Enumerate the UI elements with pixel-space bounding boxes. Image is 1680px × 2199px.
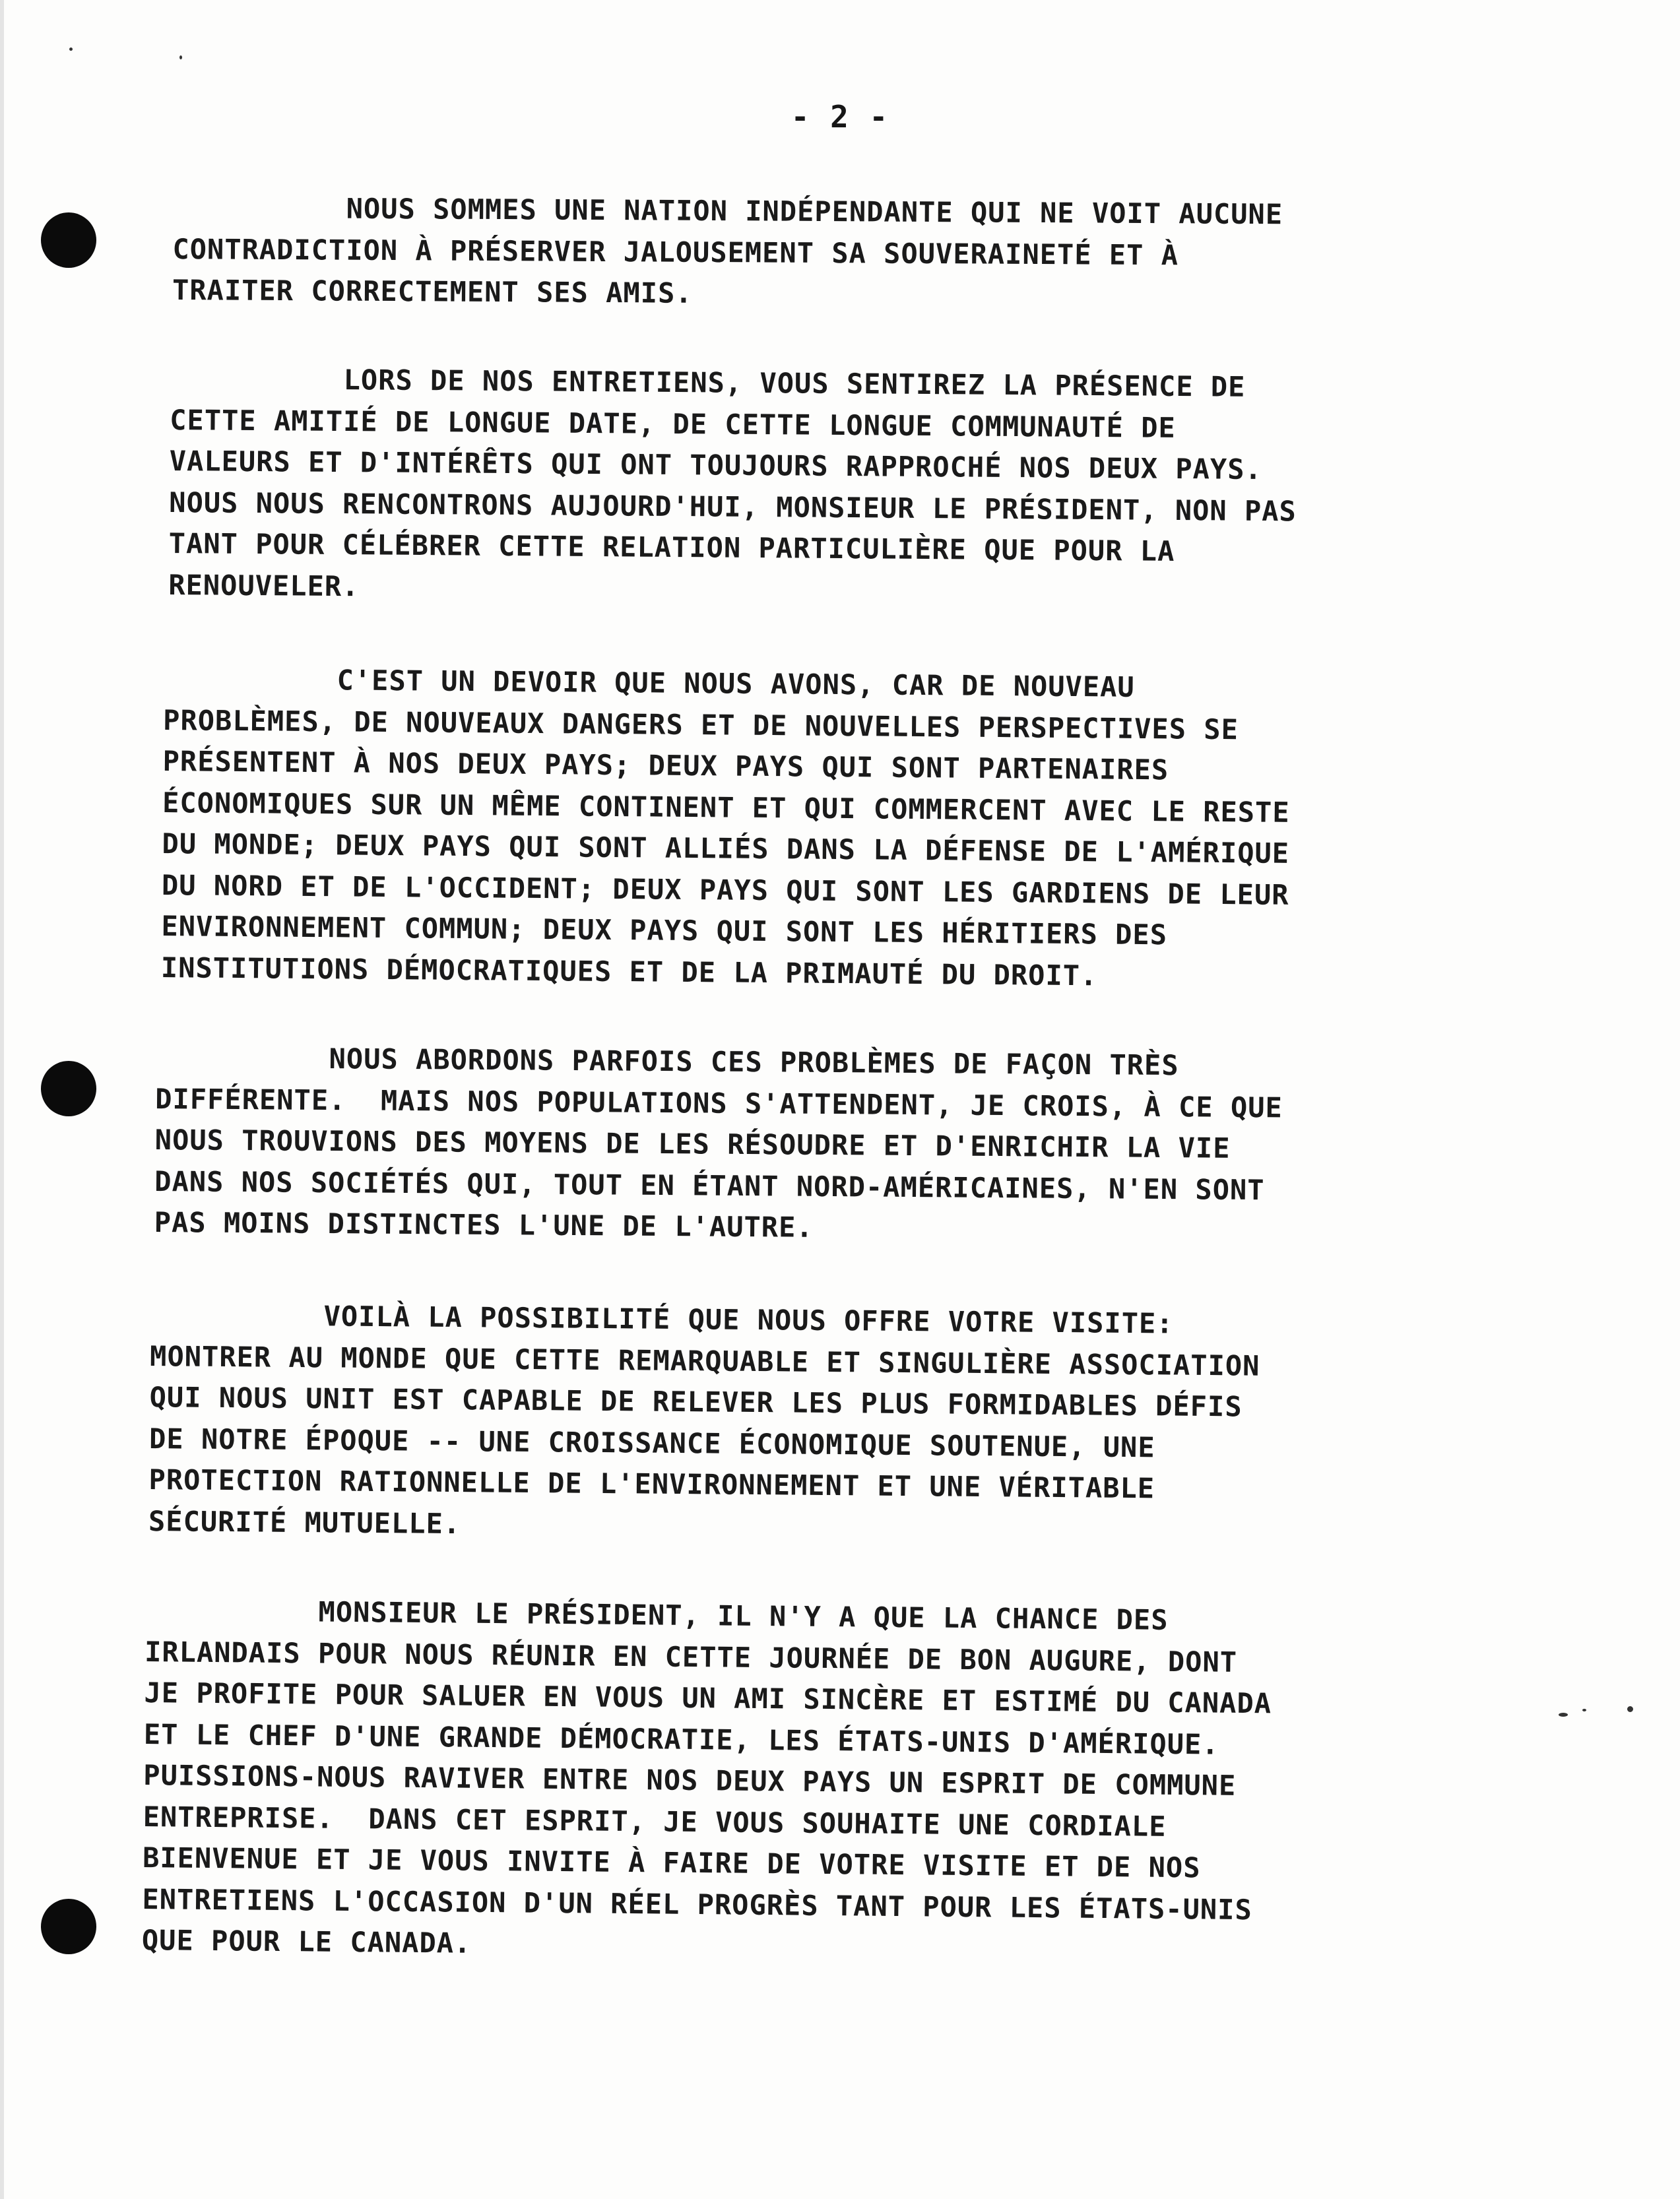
scan-speck: [179, 55, 182, 59]
punch-hole: [41, 1899, 96, 1954]
scan-speck: [1559, 1713, 1568, 1717]
scan-speck: [69, 48, 73, 51]
paragraph-welcome: MONSIEUR LE PRÉSIDENT, IL N'Y A QUE LA CHANCE DES IRLANDAIS POUR NOUS RÉUNIR EN CETTE JOURNÉE DE BON AUGURE, DONT JE PROFITE POUR SALUER EN VOUS UN AMI SINCÈRE ET ESTIMÉ DU CANADA ET LE CHEF D'UNE GRANDE DÉMOCRATIE, LES ÉTATS-UNIS D'AMÉRIQUE. PUISSIONS-NOUS RAVIVER ENTRE NOS DEUX PAYS UN ESPRIT DE COMMUNE ENTREPRISE. DANS CET ESPRIT, JE VOUS SOUHAITE UNE CORDIALE BIENVENUE ET JE VOUS INVITE À FAIRE DE VOTRE VISITE ET DE NOS ENTRETIENS L'OCCASION D'UN RÉEL PROGRÈS TANT POUR LES ÉTATS-UNIS QUE POUR LE CANADA.: [141, 1593, 1272, 1960]
paragraph-friendship: LORS DE NOS ENTRETIENS, VOUS SENTIREZ LA PRÉSENCE DE CETTE AMITIÉ DE LONGUE DATE, DE CETTE LONGUE COMMUNAUTÉ DE VALEURS ET D'INTÉRÊTS QUI ONT TOUJOURS RAPPROCHÉ NOS DEUX PAYS. NOUS NOUS RENCONTRONS AUJOURD'HUI, MONSIEUR LE PRÉSIDENT, NON PAS TANT POUR CÉLÉBRER CETTE RELATION PARTICULIÈRE QUE POUR LA RENOUVELER.: [168, 362, 1297, 602]
paragraph-differences: NOUS ABORDONS PARFOIS CES PROBLÈMES DE FAÇON TRÈS DIFFÉRENTE. MAIS NOS POPULATIONS S'ATTENDENT, JE CROIS, À CE QUE NOUS TROUVIONS DES MOYENS DE LES RÉSOUDRE ET D'ENRICHIR LA VIE DANS NOS SOCIÉTÉS QUI, TOUT EN ÉTANT NORD-AMÉRICAINES, N'EN SONT PAS MOINS DISTINCTES L'UNE DE L'AUTRE.: [154, 1040, 1283, 1244]
scan-speck: [1582, 1709, 1586, 1711]
scan-speck: [1627, 1706, 1633, 1712]
paragraph-duty: C'EST UN DEVOIR QUE NOUS AVONS, CAR DE NOUVEAU PROBLÈMES, DE NOUVEAUX DANGERS ET DE NOUVELLES PERSPECTIVES SE PRÉSENTENT À NOS DEUX PAYS; DEUX PAYS QUI SONT PARTENAIRES ÉCONOMIQUES SUR UN MÊME CONTINENT ET QUI COMMERCENT AVEC LE RESTE DU MONDE; DEUX PAYS QUI SONT ALLIÉS DANS LA DÉFENSE DE L'AMÉRIQUE DU NORD ET DE L'OCCIDENT; DEUX PAYS QUI SONT LES GARDIENS DE LEUR ENVIRONNEMENT COMMUN; DEUX PAYS QUI SONT LES HÉRITIERS DES INSTITUTIONS DÉMOCRATIQUES ET DE LA PRIMAUTÉ DU DROIT.: [160, 662, 1290, 992]
page-number: - 2 -: [791, 99, 889, 135]
paragraph-opportunity: VOILÀ LA POSSIBILITÉ QUE NOUS OFFRE VOTRE VISITE: MONTRER AU MONDE QUE CETTE REMARQUABLE ET SINGULIÈRE ASSOCIATION QUI NOUS UNIT EST CAPABLE DE RELEVER LES PLUS FORMIDABLES DÉFIS DE NOTRE ÉPOQUE -- UNE CROISSANCE ÉCONOMIQUE SOUTENUE, UNE PROTECTION RATIONNELLE DE L'ENVIRONNEMENT ET UNE VÉRITABLE SÉCURITÉ MUTUELLE.: [148, 1298, 1260, 1540]
punch-hole: [41, 1061, 96, 1116]
punch-hole: [41, 212, 96, 268]
paragraph-sovereignty: NOUS SOMMES UNE NATION INDÉPENDANTE QUI NE VOIT AUCUNE CONTRADICTION À PRÉSERVER JALOUSEMENT SA SOUVERAINETÉ ET À TRAITER CORRECTEMENT SES AMIS.: [172, 191, 1283, 309]
page-edge: [0, 0, 4, 2199]
